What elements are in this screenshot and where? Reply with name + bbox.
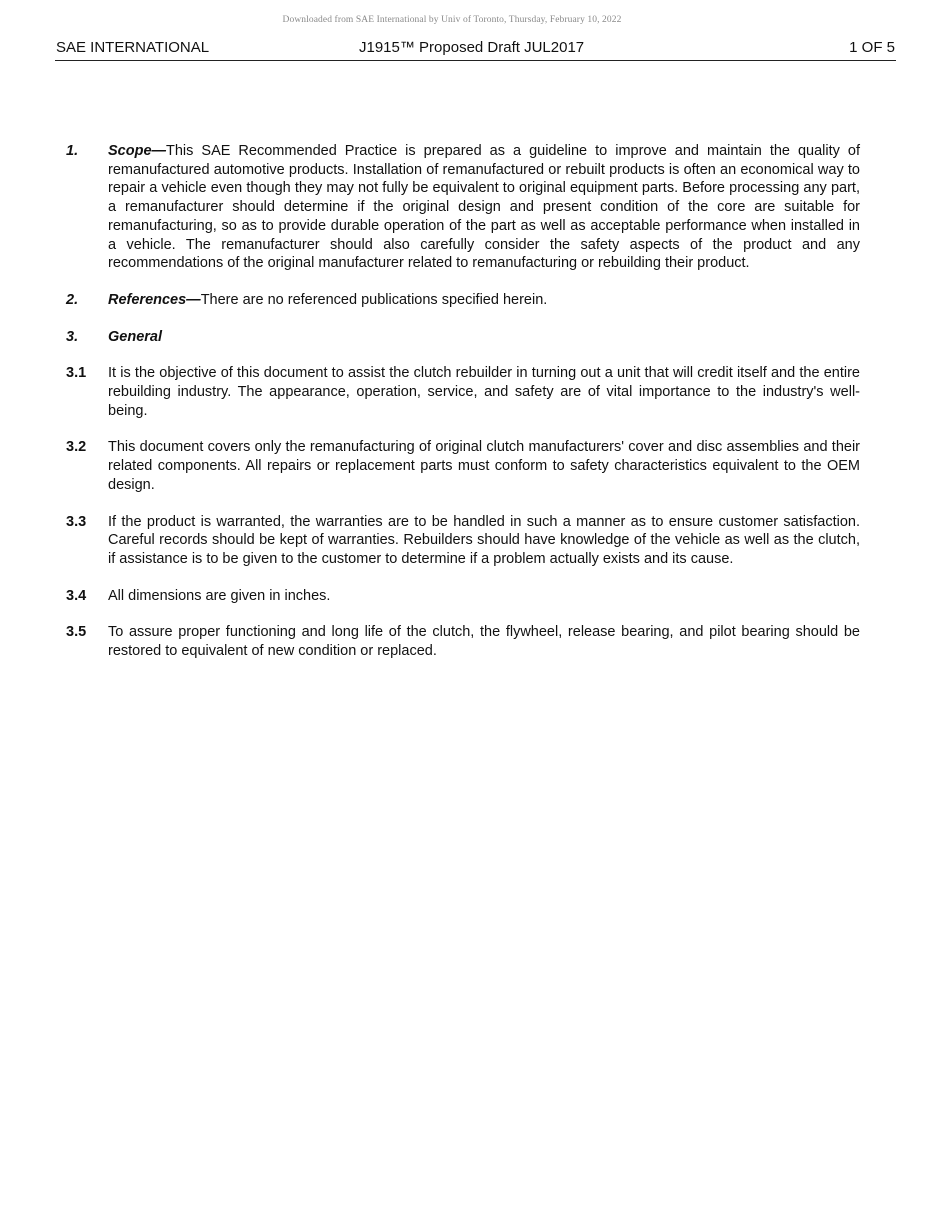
- section-3-1: [66, 364, 860, 420]
- section-heading: General: [108, 328, 162, 345]
- document-body: [66, 142, 860, 679]
- section-body: [108, 328, 860, 347]
- section-number: 3.3: [66, 513, 87, 530]
- section-text: It is the objective of this document to assist the clutch rebuilder in turning out a unit that will credit itself and the entire rebuilding industry. The appearance, operation, service, and safety are of vital importance to the industry's well-being.: [108, 365, 860, 419]
- section-heading: Scope—: [108, 143, 167, 159]
- section-number: 1.: [66, 143, 79, 159]
- download-watermark: Downloaded from SAE International by Univ of Toronto, Thursday, February 10, 2022: [282, 15, 622, 25]
- header-publisher: SAE INTERNATIONAL: [56, 39, 210, 56]
- section-text: There are no referenced publications specified herein.: [200, 291, 548, 308]
- section-number: 3.2: [66, 439, 87, 456]
- section-text: If the product is warranted, the warranties are to be handled in such a manner as to ensure customer satisfaction. Careful records should be kept of warranties. Rebuilders should have knowledge of the vehicle as well as the clutch, if assistance is to be given to the customer to determine if a problem actually exists and its cause.: [108, 513, 860, 567]
- section-text: To assure proper functioning and long life of the clutch, the flywheel, release bearing, and pilot bearing should be restored to equivalent of new condition or replaced.: [108, 624, 860, 660]
- section-number: 2.: [66, 291, 79, 308]
- section-body: [108, 291, 860, 310]
- section-heading: References—: [108, 291, 201, 308]
- header-page-number: 1 OF 5: [849, 39, 895, 56]
- section-body: [108, 142, 860, 273]
- section-number: 3.4: [66, 587, 87, 604]
- section-general: [66, 328, 860, 347]
- section-scope: [66, 142, 860, 273]
- section-references: [66, 291, 860, 310]
- section-number: 3.5: [66, 624, 87, 641]
- section-3-3: [66, 513, 860, 569]
- section-3-5: [66, 623, 860, 660]
- section-number: 3.: [66, 328, 79, 345]
- section-text: This SAE Recommended Practice is prepared as a guideline to improve and maintain the quality of remanufactured automotive products. Installation of remanufactured or rebuilt products is often an economical way to repair a vehicle even though they may not fully be equivalent to original equipment parts. Before processing any part, a remanufacturer should determine if the original design and present condition of the core are suitable for remanufacturing, so as to provide durable operation of the part as well as acceptable performance when installed in a vehicle. The remanufacturer should also carefully consider the safety aspects of the product and any recommendations of the original manufacturer related to remanufacturing or rebuilding their product.: [108, 143, 860, 272]
- section-number: 3.1: [66, 365, 87, 382]
- header-document-title: J1915™ Proposed Draft JUL2017: [359, 39, 585, 56]
- section-3-4: [66, 587, 860, 606]
- page-header: [55, 38, 896, 61]
- section-text: This document covers only the remanufacturing of original clutch manufacturers' cover and disc assemblies and their related components. All repairs or replacement parts must conform to safety characteristics equivalent to the OEM design.: [108, 439, 860, 493]
- section-3-2: [66, 438, 860, 494]
- section-text: All dimensions are given in inches.: [108, 587, 331, 604]
